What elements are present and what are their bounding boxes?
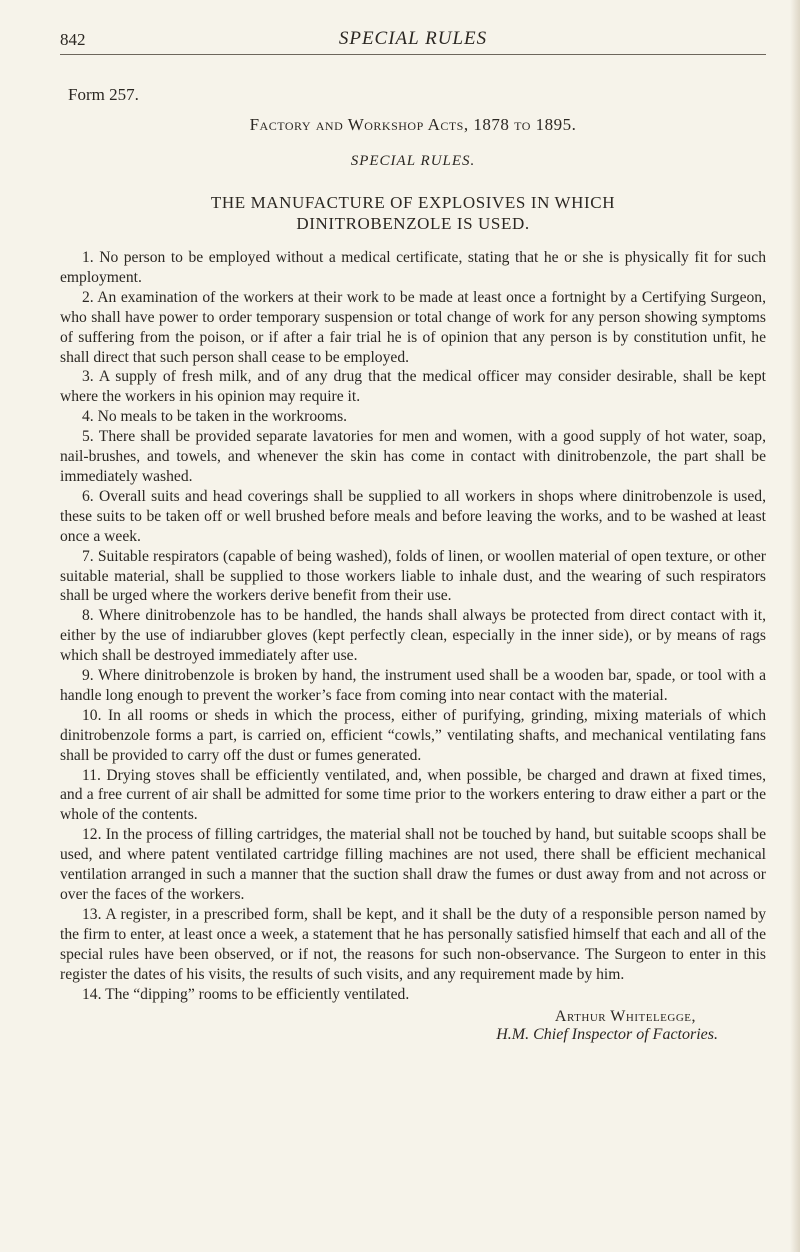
- rule-8: 8. Where dinitrobenzole has to be handled, the hands shall always be protected from direct contact with it, either by the use of indiarubber gloves (kept perfectly clean, especially in the inner side), or by means of rags which shall be destroyed immediately after use.: [60, 607, 766, 665]
- rule-11: 11. Drying stoves shall be efficiently ventilated, and, when possible, be charged and drawn at fixed times, and a free current of air shall be admitted for some time prior to the workers entering to draw either a part or the whole of the contents.: [60, 766, 766, 824]
- document-page: [60, 22, 766, 1044]
- rule-5: 5. There shall be provided separate lavatories for men and women, with a good supply of hot water, soap, nail-brushes, and towels, and whenever the skin has come in contact with dinitrobenzole, the part shall be immediately washed.: [60, 428, 766, 485]
- rule-4: 4. No meals to be taken in the workrooms.: [82, 408, 348, 426]
- special-rules-label: SPECIAL RULES.: [350, 153, 476, 169]
- page-binding-edge: [790, 0, 800, 1252]
- rule-10: 10. In all rooms or sheds in which the process, either of purifying, grinding, mixing materials of which dinitrobenzole forms a part, is carried on, efficient “cowls,” ventilating shafts, and mechanical ventilating fans shall be provided to carry off the dust or fumes generated.: [60, 706, 766, 764]
- rule-6: 6. Overall suits and head coverings shall be supplied to all workers in shops where dinitrobenzole is used, these suits to be taken off or well brushed before meals and before leaving the works, and to be washed at least once a week.: [60, 487, 766, 545]
- rule-9: 9. Where dinitrobenzole is broken by hand, the instrument used shall be a wooden bar, spade, or tool with a handle long enough to prevent the worker’s face from coming into near contact with the material.: [60, 667, 766, 704]
- signature-block: [60, 1008, 766, 1044]
- heading-line-2: DINITROBENZOLE IS USED.: [296, 214, 530, 233]
- rule-13: 13. A register, in a prescribed form, shall be kept, and it shall be the duty of a responsible person named by the firm to enter, at least once a week, a statement that he has personally satisfied himself that each and all of the special rules have been observed, or if not, the reasons for such non-observance. The Surgeon to enter in this register the dates of his visits, the results of such visits, and any requirement made by him.: [60, 905, 766, 983]
- signatory-title: H.M. Chief Inspector of Factories.: [496, 1026, 718, 1044]
- rule-7: 7. Suitable respirators (capable of being washed), folds of linen, or woollen material of open texture, or other suitable material, shall be supplied to those workers liable to inhale dust, and the wearing of such respirators shall be urged where the workers derive benefit from their use.: [60, 547, 766, 605]
- heading-line-1: THE MANUFACTURE OF EXPLOSIVES IN WHICH: [210, 193, 616, 212]
- rule-2: 2. An examination of the workers at their work to be made at least once a fortnight by a Certifying Surgeon, who shall have power to order temporary suspension or total change of work for any person showing symptoms of suffering from the poison, or if after a fair trial he is of opinion that any person is by constitution unfit, he shall direct that such person shall cease to be employed.: [60, 288, 766, 366]
- header-rule: [60, 54, 766, 55]
- acts-title: Factory and Workshop Acts, 1878 to 1895.: [249, 115, 577, 134]
- rules-list: [60, 248, 766, 1004]
- running-title: SPECIAL RULES: [338, 28, 488, 49]
- form-number: Form 257.: [68, 85, 139, 104]
- rule-1: 1. No person to be employed without a medical certificate, stating that he or she is physically fit for such employment.: [60, 249, 766, 286]
- running-head: [60, 22, 766, 52]
- rule-12: 12. In the process of filling cartridges, the material shall not be touched by hand, but suitable scoops shall be used, and where patent ventilated cartridge filling machines are not used, there shall be efficient mechanical ventilation arranged in such a manner that the suction shall draw the fumes or dust away from and not across or over the faces of the workers.: [60, 826, 766, 903]
- signatory-name: Arthur Whitelegge,: [554, 1008, 696, 1026]
- page-number: 842: [60, 30, 86, 49]
- document-heading: [60, 192, 766, 234]
- rule-14: 14. The “dipping” rooms to be efficiently ventilated.: [82, 985, 410, 1003]
- rule-3: 3. A supply of fresh milk, and of any drug that the medical officer may consider desirable, shall be kept where the workers in his opinion may require it.: [60, 368, 766, 406]
